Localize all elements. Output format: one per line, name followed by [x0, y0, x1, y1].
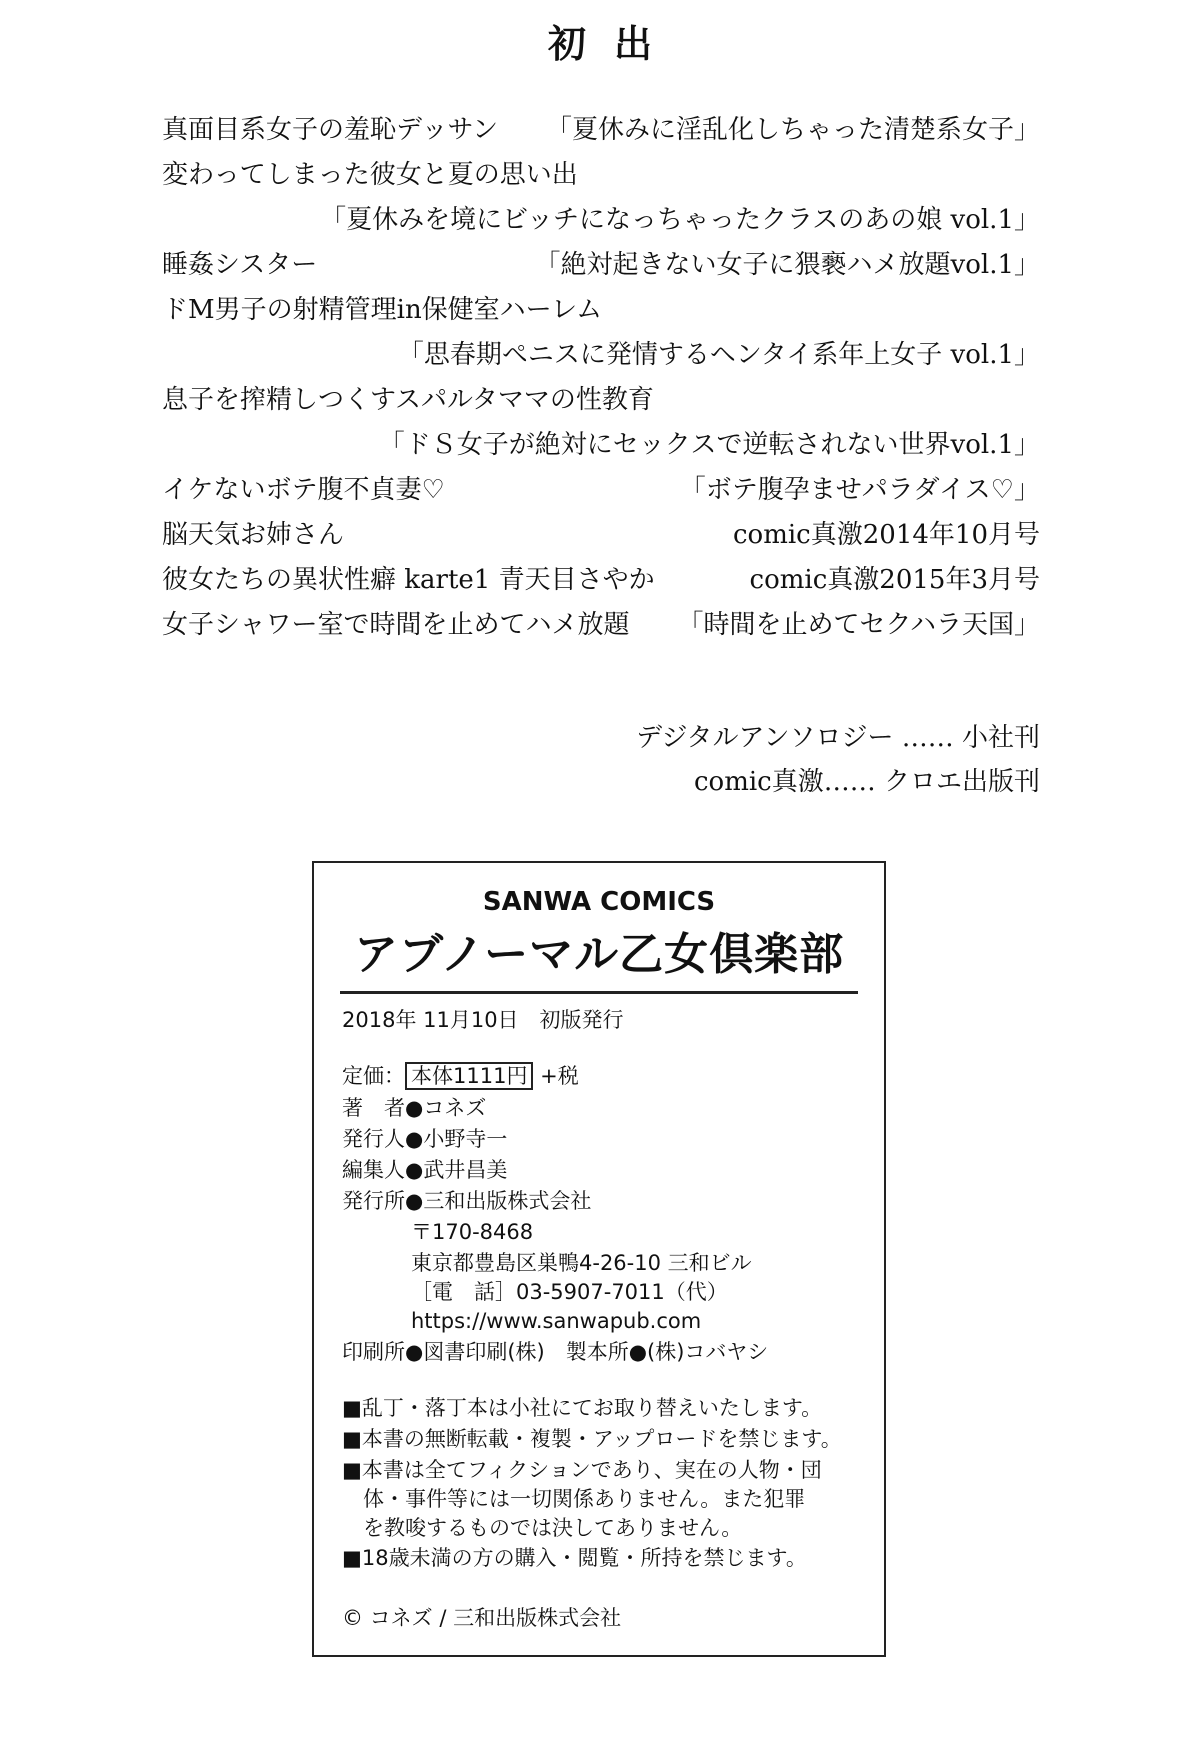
story-title: ドM男子の射精管理in保健室ハーレム — [162, 295, 603, 325]
source-title: comic真激2015年3月号 — [749, 565, 1040, 595]
list-item — [0, 513, 1200, 557]
notice-line: ■18歳未満の方の購入・閲覧・所持を禁じます。 — [342, 1546, 807, 1570]
series-name: SANWA COMICS — [482, 887, 716, 917]
printing-line: 印刷所●図書印刷(株) 製本所●(株)コバヤシ — [342, 1340, 769, 1364]
price-line — [342, 1061, 579, 1091]
website-url: https://www.sanwapub.com — [411, 1309, 702, 1333]
publication-date: 2018年 11月10日 初版発行 — [342, 1008, 624, 1032]
source-title: 「絶対起きない女子に猥褻ハメ放題vol.1」 — [534, 250, 1040, 280]
story-title: 彼女たちの異状性癖 karte1 青天目さやか — [162, 565, 655, 595]
publisher-company-line: 発行所●三和出版株式会社 — [342, 1189, 592, 1213]
notice-line: 体・事件等には一切関係ありません。また犯罪 — [342, 1487, 806, 1511]
phone: ［電 話］03-5907-7011（代） — [411, 1280, 728, 1304]
list-item — [0, 423, 1200, 467]
notice-line: を教唆するものでは決してありません。 — [342, 1516, 743, 1540]
source-title: 「思春期ペニスに発情するヘンタイ系年上女子 vol.1」 — [397, 340, 1040, 370]
publisher-person-line: 発行人●小野寺一 — [342, 1127, 508, 1151]
colophon-box — [312, 861, 886, 1657]
source-title: 「夏休みを境にビッチになっちゃったクラスのあの娘 vol.1」 — [320, 205, 1040, 235]
title-underline — [340, 991, 858, 994]
price-label: 定価： — [342, 1064, 405, 1088]
source-title: 「ボテ腹孕ませパラダイス♡」 — [679, 475, 1040, 505]
story-title: 女子シャワー室で時間を止めてハメ放題 — [162, 610, 630, 640]
list-item — [0, 468, 1200, 512]
list-item — [0, 603, 1200, 647]
story-title: 真面目系女子の羞恥デッサン — [162, 115, 499, 145]
story-title: 息子を搾精しつくすスパルタママの性教育 — [162, 385, 654, 415]
source-title: 「時間を止めてセクハラ天国」 — [677, 610, 1040, 640]
list-item — [0, 558, 1200, 602]
source-title: 「夏休みに淫乱化しちゃった清楚系女子」 — [545, 115, 1040, 145]
list-item — [0, 288, 1200, 332]
list-item — [0, 333, 1200, 377]
editor-line: 編集人●武井昌美 — [342, 1158, 508, 1182]
story-title: 睡姦シスター — [162, 250, 318, 280]
list-item — [0, 378, 1200, 422]
author-line: 著 者●コネズ — [342, 1096, 487, 1120]
list-item — [0, 108, 1200, 152]
list-item — [0, 153, 1200, 197]
story-title: 変わってしまった彼女と夏の思い出 — [162, 160, 578, 190]
postal-code: 〒170-8468 — [411, 1220, 534, 1244]
copyright: © コネズ / 三和出版株式会社 — [342, 1606, 622, 1630]
publisher-note: comic真激…… クロエ出版刊 — [693, 767, 1040, 797]
story-title: 脳天気お姉さん — [162, 520, 345, 550]
price-value: 本体1111円 — [405, 1062, 533, 1090]
notice-line: ■本書の無断転載・複製・アップロードを禁じます。 — [342, 1427, 842, 1451]
source-title: 「ドＳ女子が絶対にセックスで逆転されない世界vol.1」 — [378, 430, 1040, 460]
notice-line: ■本書は全てフィクションであり、実在の人物・団 — [342, 1458, 822, 1482]
list-item — [0, 198, 1200, 242]
notice-line: ■乱丁・落丁本は小社にてお取り替えいたします。 — [342, 1396, 823, 1420]
price-tax: +税 — [540, 1064, 579, 1088]
book-title: アブノーマル乙女倶楽部 — [354, 929, 845, 980]
address: 東京都豊島区巣鴨4-26-10 三和ビル — [411, 1251, 752, 1275]
list-item — [0, 243, 1200, 287]
publisher-note: デジタルアンソロジー …… 小社刊 — [636, 723, 1040, 753]
page-heading: 初出 — [547, 21, 680, 66]
source-title: comic真激2014年10月号 — [733, 520, 1040, 550]
story-title: イケないボテ腹不貞妻♡ — [162, 475, 445, 505]
